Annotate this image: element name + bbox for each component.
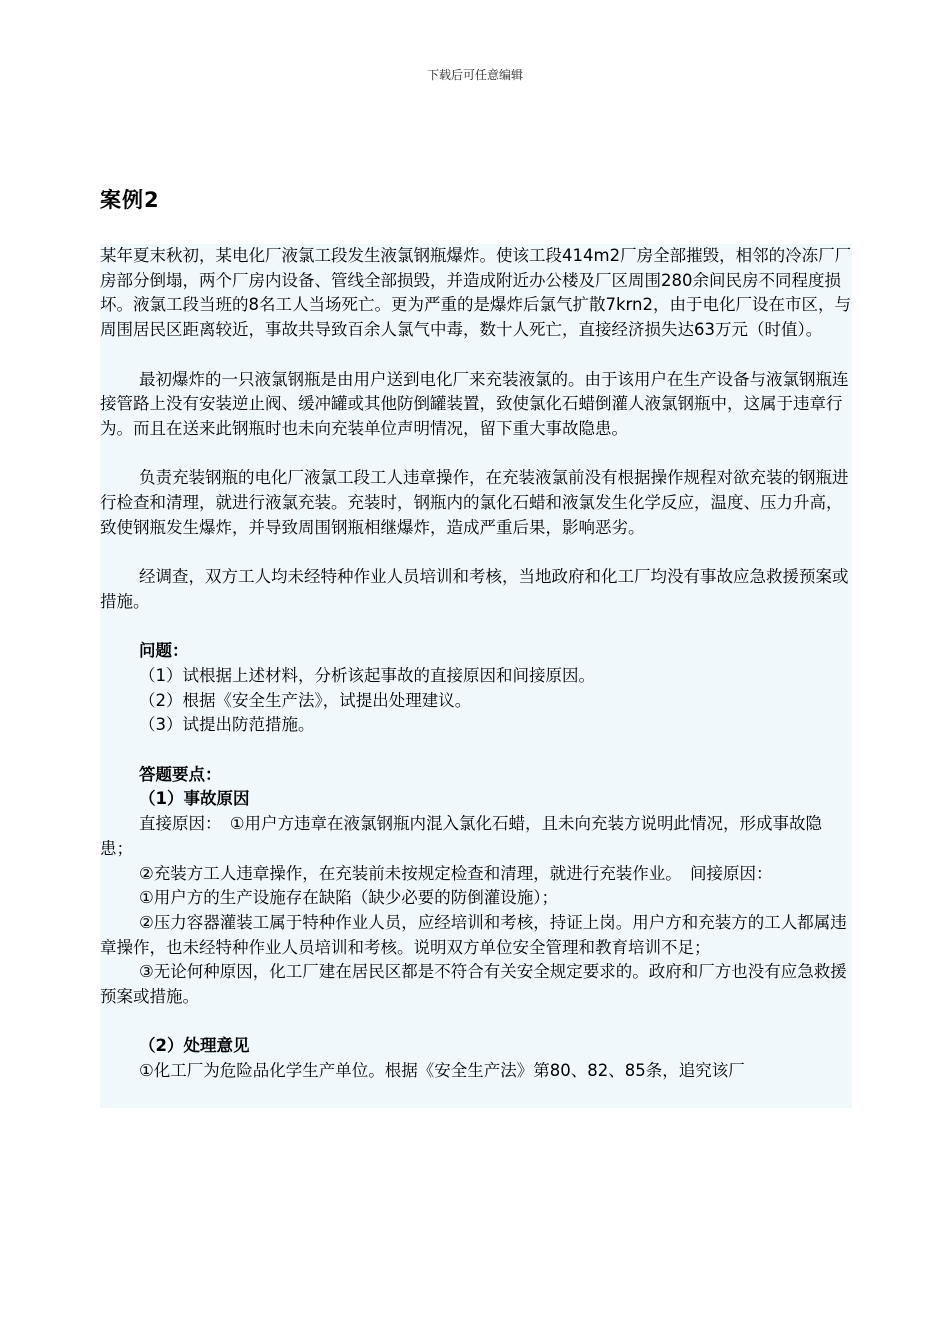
question-item-2: （2）根据《安全生产法》，试提出处理建议。 [139, 690, 472, 710]
answer-indirect-2: ②压力容器灌装工属于特种作业人员，应经培训和考核，持证上岗。用户方和充装方的工人都属违章操作，也未经特种作业人员培训和考核。说明双方单位安全管理和教育培训不足； [100, 912, 847, 957]
answers-heading: 答题要点： [139, 764, 222, 784]
answer-indirect-1: ①用户方的生产设施存在缺陷（缺少必要的防倒灌设施）； [139, 888, 559, 908]
header-note: 下载后可任意编辑 [426, 68, 523, 82]
answer-direct-cause: 直接原因： ①用户方违章在液氯钢瓶内混入氯化石蜡，且未向充装方说明此情况，形成事故隐患； [100, 814, 823, 858]
question-item-3: （3）试提出防范措施。 [139, 715, 315, 735]
answer-handling-1: ①化工厂为危险品化学生产单位。根据《安全生产法》第80、82、85条，追究该厂 [139, 1061, 745, 1081]
answer-section-2-title: （2）处理意见 [139, 1036, 250, 1056]
operation-paragraph: 负责充装钢瓶的电化厂液氯工段工人违章操作，在充装液氯前没有根据操作规程对欲充装的钢瓶进行检查和清理，就进行液氯充装。充装时，钢瓶内的氯化石蜡和液氯发生化学反应，温度、压力升高，致使钢瓶发生爆炸，并导致周围钢瓶相继爆炸，造成严重后果，影响恶劣。 [100, 468, 849, 537]
document-body [100, 244, 852, 1108]
questions-heading: 问题： [139, 641, 189, 661]
answer-section-1-title: （1）事故原因 [139, 789, 250, 809]
page-title: 案例2 [100, 188, 160, 212]
cause-paragraph: 最初爆炸的一只液氯钢瓶是由用户送到电化厂来充装液氯的。由于该用户在生产设备与液氯钢瓶连接管路上没有安装逆止阀、缓冲罐或其他防倒罐装置，致使氯化石蜡倒灌人液氯钢瓶中，这属于违章行为。而且在送来此钢瓶时也未向充装单位声明情况，留下重大事故隐患。 [100, 369, 849, 438]
question-item-1: （1）试根据上述材料，分析该起事故的直接原因和间接原因。 [139, 665, 595, 685]
intro-paragraph: 某年夏末秋初，某电化厂液氯工段发生液氯钢瓶爆炸。使该工段414m2厂房全部摧毁，相邻的冷冻厂厂房部分倒塌，两个厂房内设备、管线全部损毁，并造成附近办公楼及厂区周围280余间民房不同程度损坏。液氯工段当班的8名工人当场死亡。更为严重的是爆炸后氯气扩散7krn2，由于电化厂设在市区，与周围居民区距离较近，事故共导致百余人氯气中毒，数十人死亡，直接经济损失达63万元（时值）。 [100, 246, 852, 340]
answer-indirect-3: ③无论何种原因，化工厂建在居民区都是不符合有关安全规定要求的。政府和厂方也没有应急救援预案或措施。 [100, 962, 847, 1007]
investigation-paragraph: 经调查，双方工人均未经特种作业人员培训和考核，当地政府和化工厂均没有事故应急救援预案或措施。 [100, 567, 849, 611]
answer-direct-cause-2: ②充装方工人违章操作，在充装前未按规定检查和清理，就进行充装作业。 间接原因： [139, 863, 773, 883]
